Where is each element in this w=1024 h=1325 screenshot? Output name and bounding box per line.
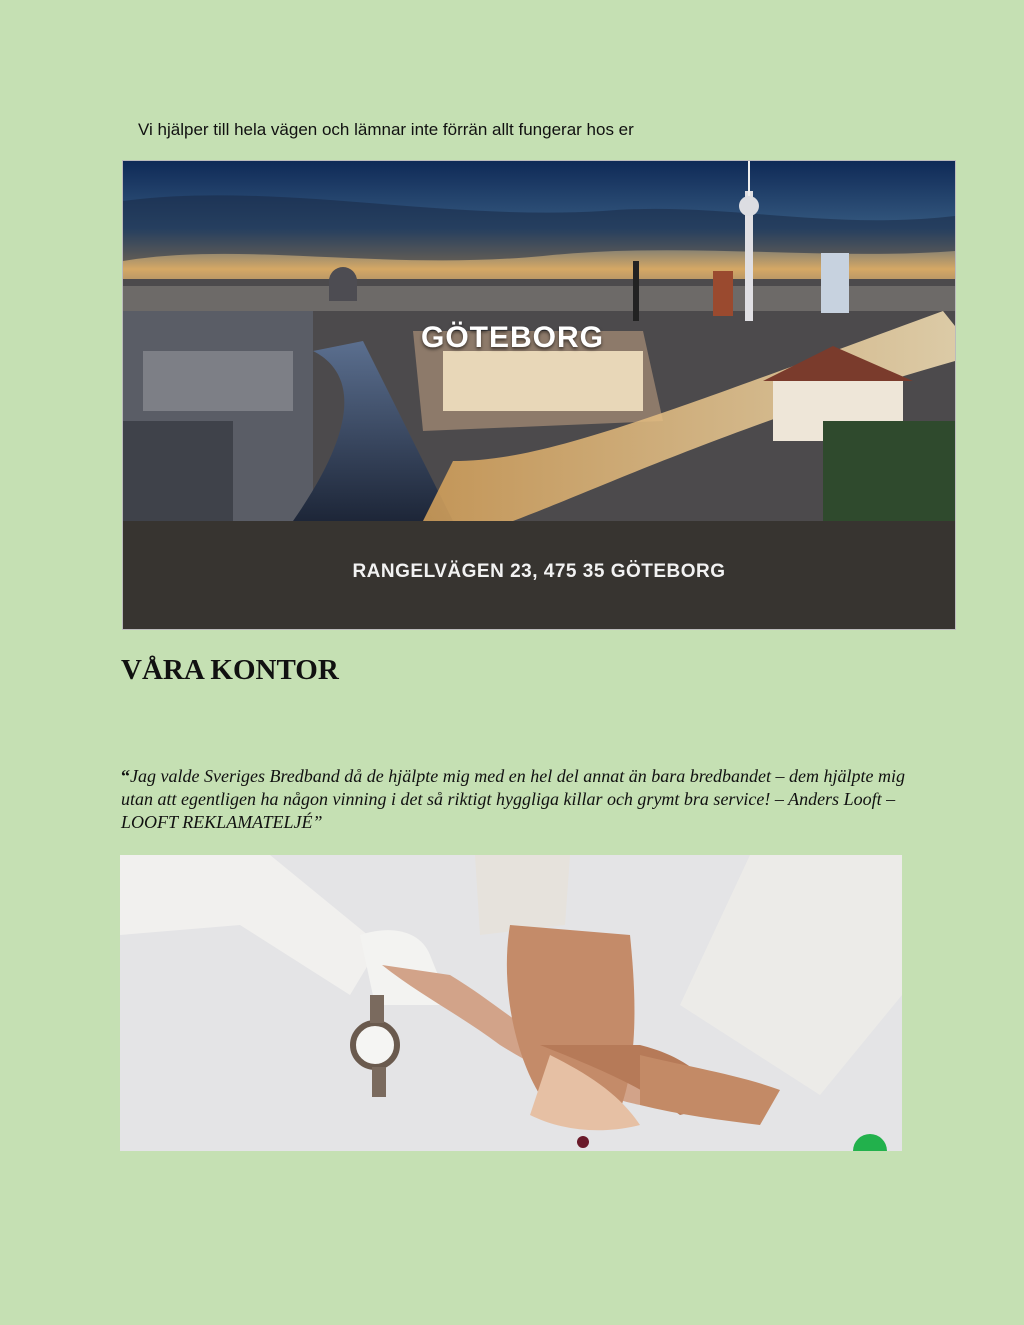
section-title: VÅRA KONTOR [121, 654, 339, 686]
testimonial-quote [121, 765, 911, 834]
team-photo [120, 855, 902, 1151]
testimonial-text: Jag valde Sveriges Bredband då de hjälpte mig med en hel del annat än bara bredbandet – dem hjälpte mig utan att egentligen ha någon vinning i det så riktigt hyggliga killar och grymt bra service! – Anders Looft – LOOFT REKLAMATELJÉ” [121, 766, 906, 832]
office-banner [122, 160, 956, 630]
teamwork-hands-image [120, 855, 902, 1151]
office-address: RANGELVÄGEN 23, 475 35 GÖTEBORG [352, 561, 726, 582]
quote-open-mark: “ [121, 766, 130, 786]
banner-city-label: GÖTEBORG [421, 321, 605, 354]
intro-text: Vi hjälper till hela vägen och lämnar inte förrän allt fungerar hos er [138, 120, 634, 139]
